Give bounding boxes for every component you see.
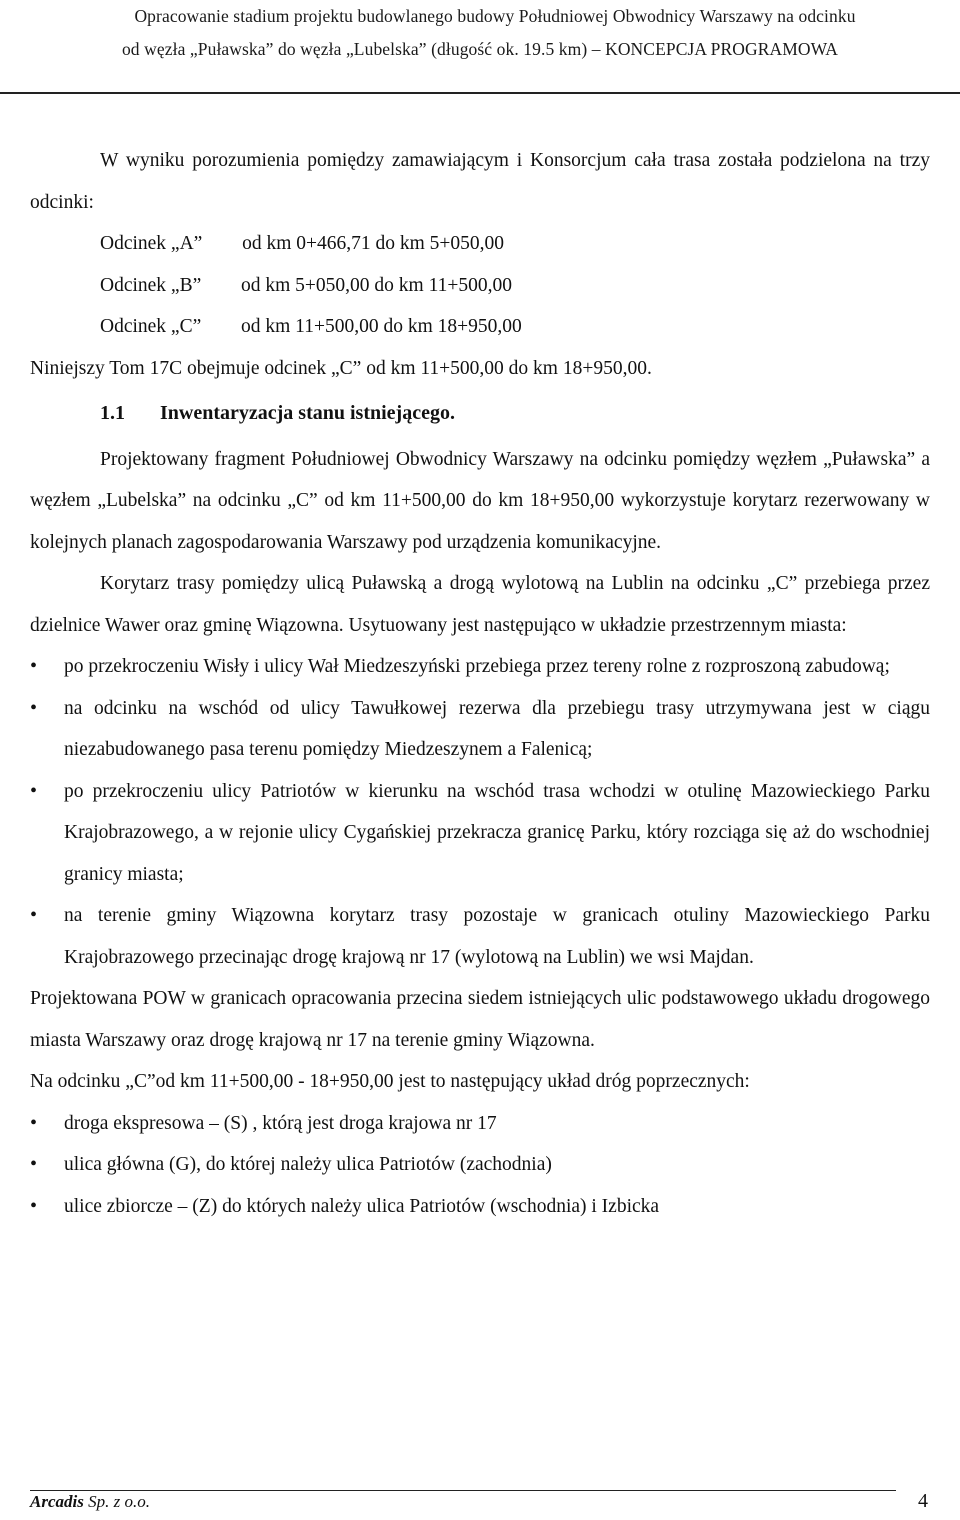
paragraph-route: Korytarz trasy pomiędzy ulicą Puławską a drogą wylotową na Lublin na odcinku „C” przebiega przez dzielnice Wawer oraz gminę Wiązowna. Usytuowany jest następująco w układzie przestrzennym miasta:: [30, 573, 930, 636]
route-description-list: [30, 646, 930, 978]
segment-a: [100, 223, 930, 265]
segment-b-range: od km 5+050,00 do km 11+500,00: [241, 274, 512, 296]
page-header: [0, 0, 960, 92]
bullet-icon: •: [30, 1194, 38, 1217]
paragraph-cross-roads: Na odcinku „C”od km 11+500,00 - 18+950,00 jest to następujący układ dróg poprzecznych:: [30, 1071, 750, 1092]
paragraph-corridor: Projektowany fragment Południowej Obwodnicy Warszawy na odcinku pomiędzy węzłem „Puławska” a węzłem „Lubelska” na odcinku „C” od km 11+500,00 do km 18+950,00 wykorzystuje korytarz rezerwowany w kolejnych planach zagospodarowania Warszawy pod urządzenia komunikacyjne.: [30, 448, 930, 553]
list-item: [30, 1103, 930, 1145]
company-name: Arcadis: [30, 1492, 84, 1511]
header-line-1: Opracowanie stadium projektu budowlanego budowy Południowej Obwodnicy Warszawy na odcinku: [134, 6, 856, 26]
list-item: [30, 646, 930, 688]
section-number: 1.1: [100, 402, 125, 424]
intro-paragraph: W wyniku porozumienia pomiędzy zamawiającym i Konsorcjum cała trasa została podzielona na trzy odcinki:: [30, 150, 930, 213]
bullet-icon: •: [30, 1111, 38, 1134]
list-item-text: na odcinku na wschód od ulicy Tawułkowej rezerwa dla przebiegu trasy utrzymywana jest w ciągu niezabudowanego pasa terenu pomiędzy Miedzeszynem a Falenicą;: [64, 697, 930, 760]
list-item: [30, 771, 930, 896]
list-item: [30, 895, 930, 978]
segment-b-name: Odcinek „B”: [100, 274, 202, 296]
segment-a-name: Odcinek „A”: [100, 233, 203, 254]
volume-note: Niniejszy Tom 17C obejmuje odcinek „C” od km 11+500,00 do km 18+950,00.: [30, 357, 652, 379]
segment-c: [100, 306, 930, 348]
list-item: [30, 1144, 930, 1186]
section-title: Inwentaryzacja stanu istniejącego.: [160, 402, 455, 424]
segment-a-range: od km 0+466,71 do km 5+050,00: [242, 233, 505, 254]
document-body: [30, 140, 930, 1227]
page-number: 4: [918, 1490, 928, 1512]
list-item-text: ulice zbiorcze – (Z) do których należy ulica Patriotów (wschodnia) i Izbicka: [64, 1195, 660, 1217]
header-line-2: od węzła „Puławska” do węzła „Lubelska” (długość ok. 19.5 km) – KONCEPCJA PROGRAMOWA: [121, 39, 839, 59]
footer-company: [30, 1492, 150, 1512]
segment-c-name: Odcinek „C”: [100, 316, 202, 337]
bullet-icon: •: [30, 655, 38, 677]
list-item-text: po przekroczeniu ulicy Patriotów w kierunku na wschód trasa wchodzi w otulinę Mazowieckiego Parku Krajobrazowego, a w rejonie ulicy Cygańskiej przekracza granicę Parku, który rozciąga się aż do wschodniej granicy miasta;: [64, 780, 930, 885]
section-heading: [100, 393, 930, 435]
page-footer: [30, 1490, 930, 1520]
list-item-text: po przekroczeniu Wisły i ulicy Wał Miedzeszyński przebiega przez tereny rolne z rozproszoną zabudową;: [64, 656, 890, 677]
bullet-icon: •: [30, 904, 38, 926]
footer-divider: [30, 1490, 896, 1491]
list-item: [30, 1186, 930, 1228]
cross-roads-list: [30, 1103, 930, 1228]
segment-c-range: od km 11+500,00 do km 18+950,00: [241, 316, 522, 337]
list-item-text: droga ekspresowa – (S) , którą jest droga krajowa nr 17: [64, 1112, 497, 1134]
header-divider: [0, 92, 960, 94]
segment-b: [100, 265, 930, 307]
list-item-text: ulica główna (G), do której należy ulica Patriotów (zachodnia): [64, 1154, 552, 1175]
bullet-icon: •: [30, 779, 38, 802]
bullet-icon: •: [30, 1153, 38, 1175]
bullet-icon: •: [30, 696, 38, 719]
paragraph-intersections: Projektowana POW w granicach opracowania przecina siedem istniejących ulic podstawowego układu drogowego miasta Warszawy oraz drogę krajową nr 17 na terenie gminy Wiązowna.: [30, 988, 930, 1051]
list-item-text: na terenie gminy Wiązowna korytarz trasy pozostaje w granicach otuliny Mazowieckiego Parku Krajobrazowego przecinając drogę krajową nr 17 (wylotową na Lublin) we wsi Majdan.: [64, 905, 930, 968]
company-suffix: Sp. z o.o.: [88, 1492, 150, 1511]
list-item: [30, 688, 930, 771]
